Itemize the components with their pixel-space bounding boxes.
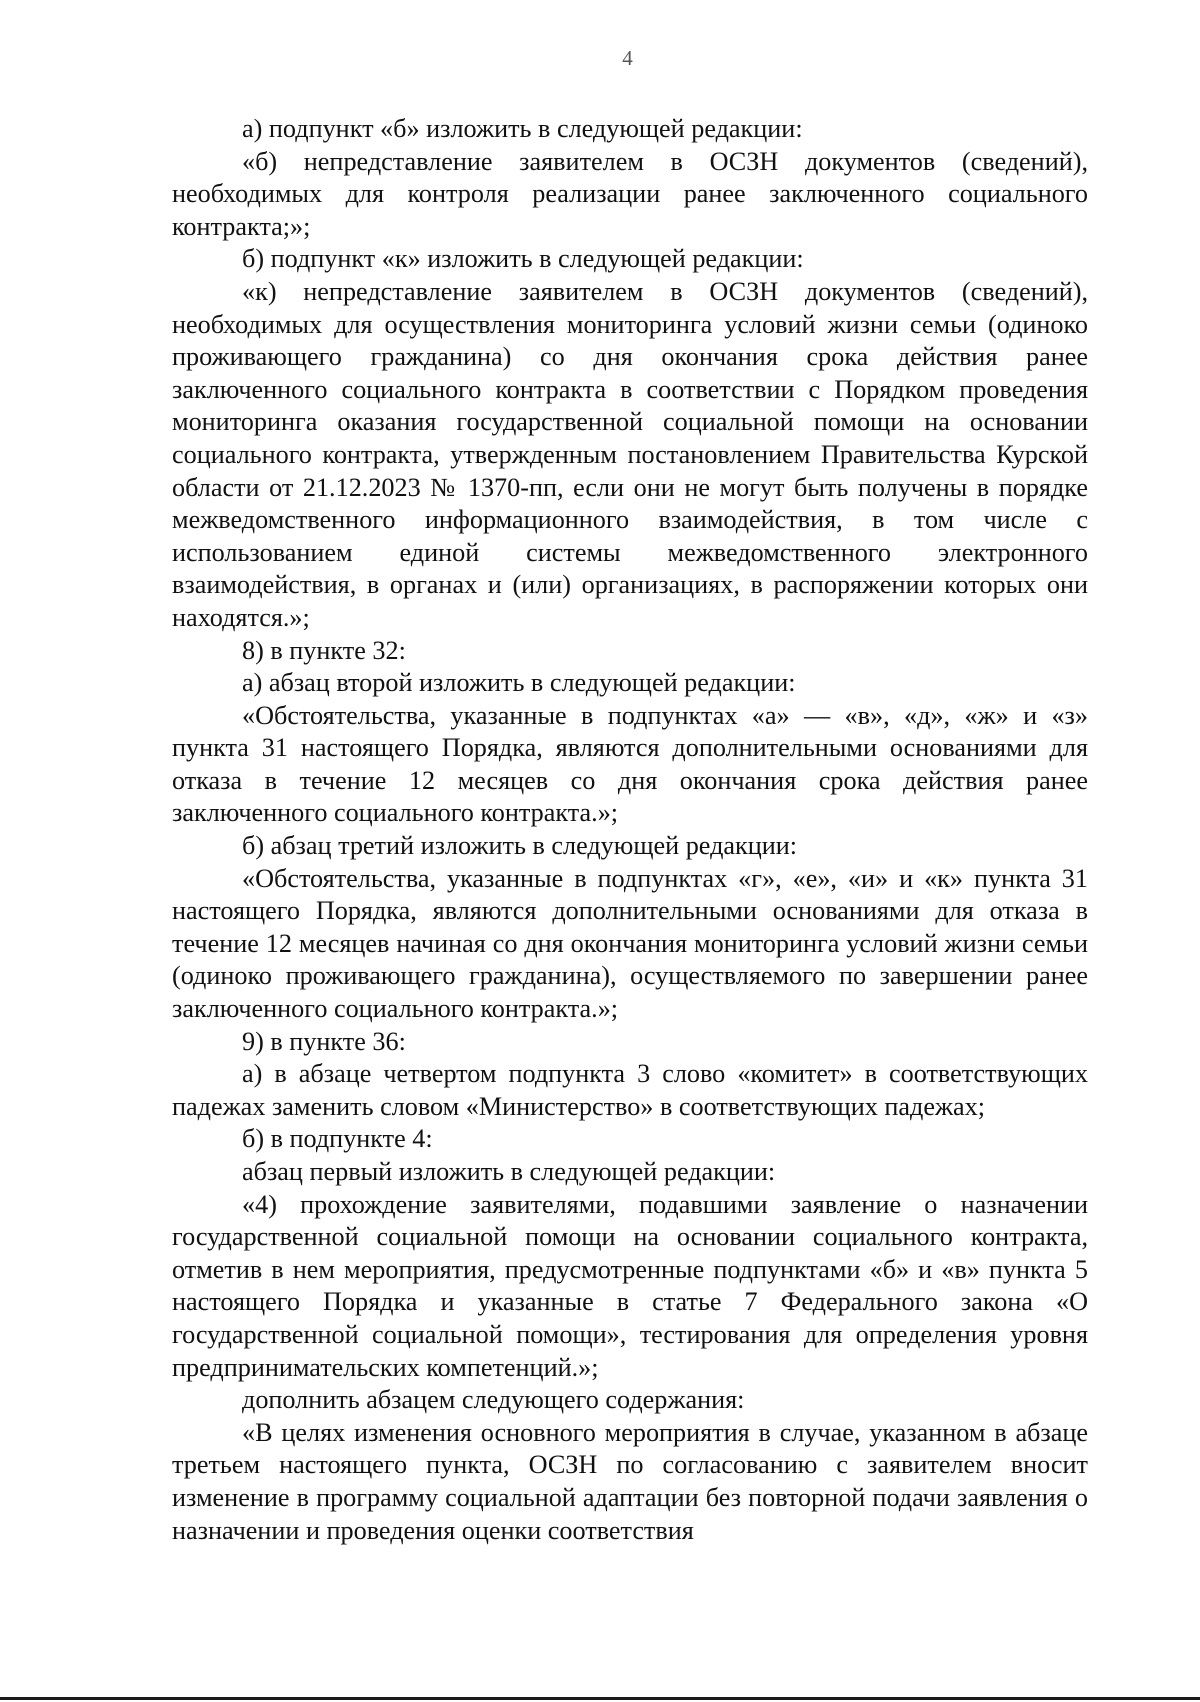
bottom-scan-edge	[0, 1697, 1200, 1700]
paragraph-6: а) абзац второй изложить в следующей редакции:	[242, 668, 796, 698]
page-number: 4	[622, 46, 633, 70]
paragraph-13: абзац первый изложить в следующей редакции:	[242, 1157, 776, 1186]
paragraph-9: «Обстоятельства, указанные в подпунктах «г», «е», «и» и «к» пункта 31 настоящего Порядка, являются дополнительными основаниями для отказа в течение 12 месяцев начиная со дня окончания мониторинга условий жизни семьи (одиноко проживающего гражданина), осуществляемого по завершении ранее заключенного социального контракта.»;	[172, 863, 1088, 1024]
paragraph-4: «к) непредставление заявителем в ОСЗН документов (сведений), необходимых для осуществления мониторинга условий жизни семьи (одиноко проживающего гражданина) со дня окончания срока действия ранее заключенного социального контракта в соответствии с Порядком проведения мониторинга оказания государственной социальной помощи на основании социального контракта, утвержденным постановлением Правительства Курской области от 21.12.2023 № 1370-пп, если они не могут быть получены в порядке межведомственного информационного взаимодействия, в том числе с использованием единой системы межведомственного электронного взаимодействия, в органах и (или) организациях, в распоряжении которых они находятся.»;	[172, 276, 1088, 632]
paragraph-12: б) в подпункте 4:	[242, 1124, 433, 1154]
paragraph-11: а) в абзаце четвертом подпункта 3 слово «комитет» в соответствующих падежах заменить словом «Министерство» в соответствующих падежах;	[172, 1059, 1088, 1121]
paragraph-15: дополнить абзацем следующего содержания:	[242, 1385, 745, 1415]
paragraph-3: б) подпункт «к» изложить в следующей редакции:	[242, 244, 804, 274]
paragraph-1: а) подпункт «б» изложить в следующей редакции:	[242, 114, 803, 143]
paragraph-5: 8) в пункте 32:	[242, 635, 406, 665]
document-body	[172, 113, 1088, 1547]
paragraph-16: «В целях изменения основного мероприятия в случае, указанном в абзаце третьем настоящего пункта, ОСЗН по согласованию с заявителем вносит изменение в программу социальной адаптации без повторной подачи заявления о назначении и проведения оценки соответствия	[172, 1417, 1088, 1545]
paragraph-7: «Обстоятельства, указанные в подпунктах «а» — «в», «д», «ж» и «з» пункта 31 настоящего Порядка, являются дополнительными основаниями для отказа в течение 12 месяцев со дня окончания срока действия ранее заключенного социального контракта.»;	[172, 700, 1088, 828]
paragraph-8: б) абзац третий изложить в следующей редакции:	[242, 831, 798, 861]
paragraph-2: «б) непредставление заявителем в ОСЗН документов (сведений), необходимых для контроля реализации ранее заключенного социального контракта;»;	[172, 146, 1088, 241]
paragraph-10: 9) в пункте 36:	[242, 1026, 406, 1056]
paragraph-14: «4) прохождение заявителями, подавшими заявление о назначении государственной социальной помощи на основании социального контракта, отметив в нем мероприятия, предусмотренные подпунктами «б» и «в» пункта 5 настоящего Порядка и указанные в статье 7 Федерального закона «О государственной социальной помощи», тестирования для определения уровня предпринимательских компетенций.»;	[172, 1189, 1088, 1382]
